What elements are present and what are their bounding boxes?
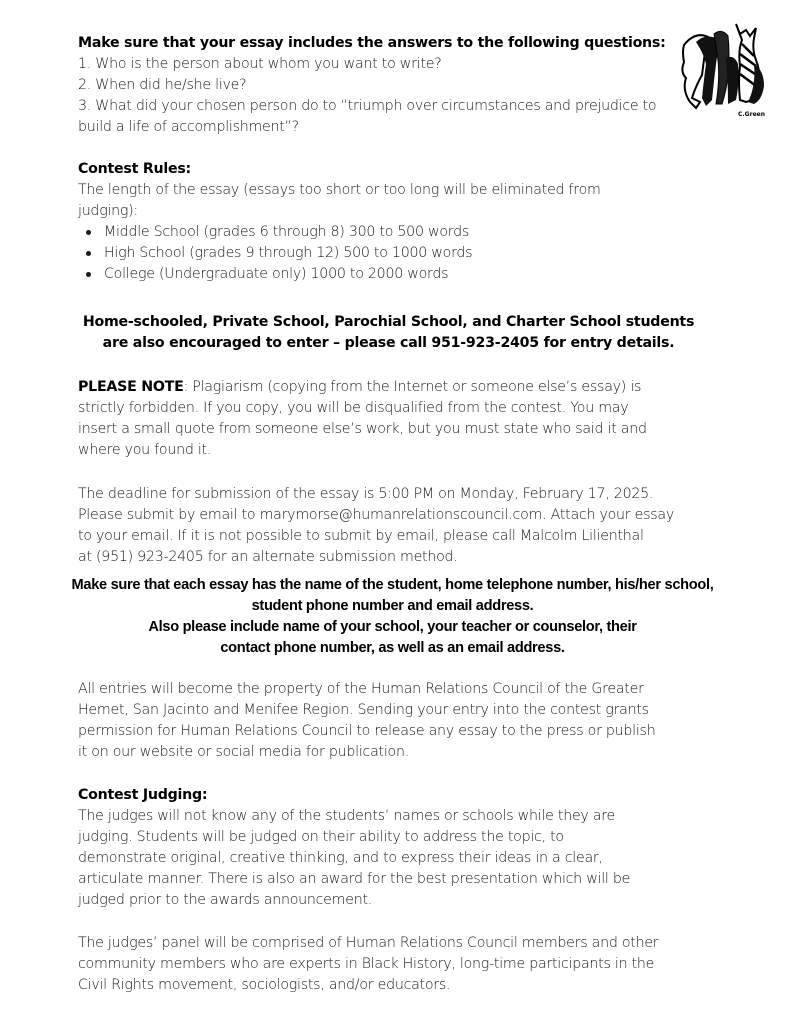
note-label: PLEASE NOTE: [78, 379, 184, 395]
list-item-text: College (Undergraduate only) 1000 to 2000 words: [104, 266, 449, 282]
requirements-line-4: contact phone number, as well as an email address.: [220, 640, 565, 656]
requirements-line-3: Also please include name of your school, your teacher or counselor, their: [148, 619, 637, 635]
property-line-4: it on our website or social media for publication.: [78, 744, 409, 760]
rules-heading: Contest Rules:: [78, 161, 191, 177]
requirements-line-1: Make sure that each essay has the name of the student, home telephone number, his/her school,: [71, 577, 714, 593]
note-line-4: where you found it.: [78, 442, 212, 458]
judging-line-1: The judges will not know any of the students’ names or schools while they are: [78, 808, 616, 824]
note-line-3: insert a small quote from someone else’s work, but you must state who said it and: [78, 421, 647, 437]
word-count-list: [78, 222, 718, 285]
deadline-line-2: Please submit by email to marymorse@humanrelationscouncil.com. Attach your essay: [78, 507, 674, 523]
property-line-1: All entries will become the property of the Human Relations Council of the Greater: [78, 681, 644, 697]
list-item: [78, 264, 718, 285]
note-line-1: [78, 377, 718, 398]
deadline-line-1: The deadline for submission of the essay is 5:00 PM on Monday, February 17, 2025.: [78, 486, 654, 502]
questions-section: [78, 33, 718, 138]
panel-line-3: Civil Rights movement, sociologists, and/or educators.: [78, 977, 451, 993]
eligibility-line-2: are also encouraged to enter – please call 951-923-2405 for entry details.: [102, 335, 675, 351]
panel-line-2: community members who are experts in Black History, long-time participants in the: [78, 956, 655, 972]
judging-line-4: articulate manner. There is also an award for the best presentation which will be: [78, 871, 631, 887]
logo-signature: C.Green: [738, 111, 765, 118]
requirements-line-2: student phone number and email address.: [251, 598, 534, 614]
list-item-text: Middle School (grades 6 through 8) 300 to 500 words: [104, 224, 470, 240]
judging-line-3: demonstrate original, creative thinking, and to express their ideas in a clear,: [78, 850, 603, 866]
property-section: [78, 679, 718, 763]
property-line-3: permission for Human Relations Council to release any essay to the press or publish: [78, 723, 656, 739]
bullet-icon: [86, 251, 91, 256]
questions-heading: Make sure that your essay includes the answers to the following questions:: [78, 35, 666, 51]
deadline-line-3: to your email. If it is not possible to submit by email, please call Malcolm Lilienthal: [78, 528, 644, 544]
rules-section: [78, 159, 718, 285]
people-illustration-icon: [676, 20, 776, 120]
panel-line-1: The judges’ panel will be comprised of Human Relations Council members and other: [78, 935, 659, 951]
judging-section: [78, 785, 718, 911]
judging-line-2: judging. Students will be judged on their ability to address the topic, to: [78, 829, 564, 845]
question-3-cont: build a life of accomplishment”?: [78, 119, 299, 135]
note-line-2: strictly forbidden. If you copy, you will be disqualified from the contest. You may: [78, 400, 629, 416]
deadline-line-4: at (951) 923-2405 for an alternate submission method.: [78, 549, 458, 565]
rules-intro-line-1: The length of the essay (essays too short or too long will be eliminated from: [78, 182, 601, 198]
bullet-icon: [86, 230, 91, 235]
eligibility-section: [0, 312, 781, 354]
property-line-2: Hemet, San Jacinto and Menifee Region. Sending your entry into the contest grants: [78, 702, 649, 718]
panel-section: [78, 933, 718, 996]
deadline-section: [78, 484, 718, 568]
eligibility-line-1: Home-schooled, Private School, Parochial School, and Charter School students: [82, 314, 695, 330]
question-1: 1. Who is the person about whom you want to write?: [78, 56, 442, 72]
plagiarism-note-section: [78, 377, 718, 461]
rules-intro-line-2: judging):: [78, 203, 138, 219]
note-first-line-text: : Plagiarism (copying from the Internet or someone else’s essay) is: [183, 379, 642, 395]
bullet-icon: [86, 272, 91, 277]
question-2: 2. When did he/she live?: [78, 77, 247, 93]
list-item: [78, 243, 718, 264]
question-3: 3. What did your chosen person do to “triumph over circumstances and prejudice to: [78, 98, 657, 114]
judging-heading: Contest Judging:: [78, 787, 208, 803]
requirements-section: [0, 575, 785, 659]
judging-line-5: judged prior to the awards announcement.: [78, 892, 373, 908]
list-item-text: High School (grades 9 through 12) 500 to 1000 words: [104, 245, 473, 261]
list-item: [78, 222, 718, 243]
